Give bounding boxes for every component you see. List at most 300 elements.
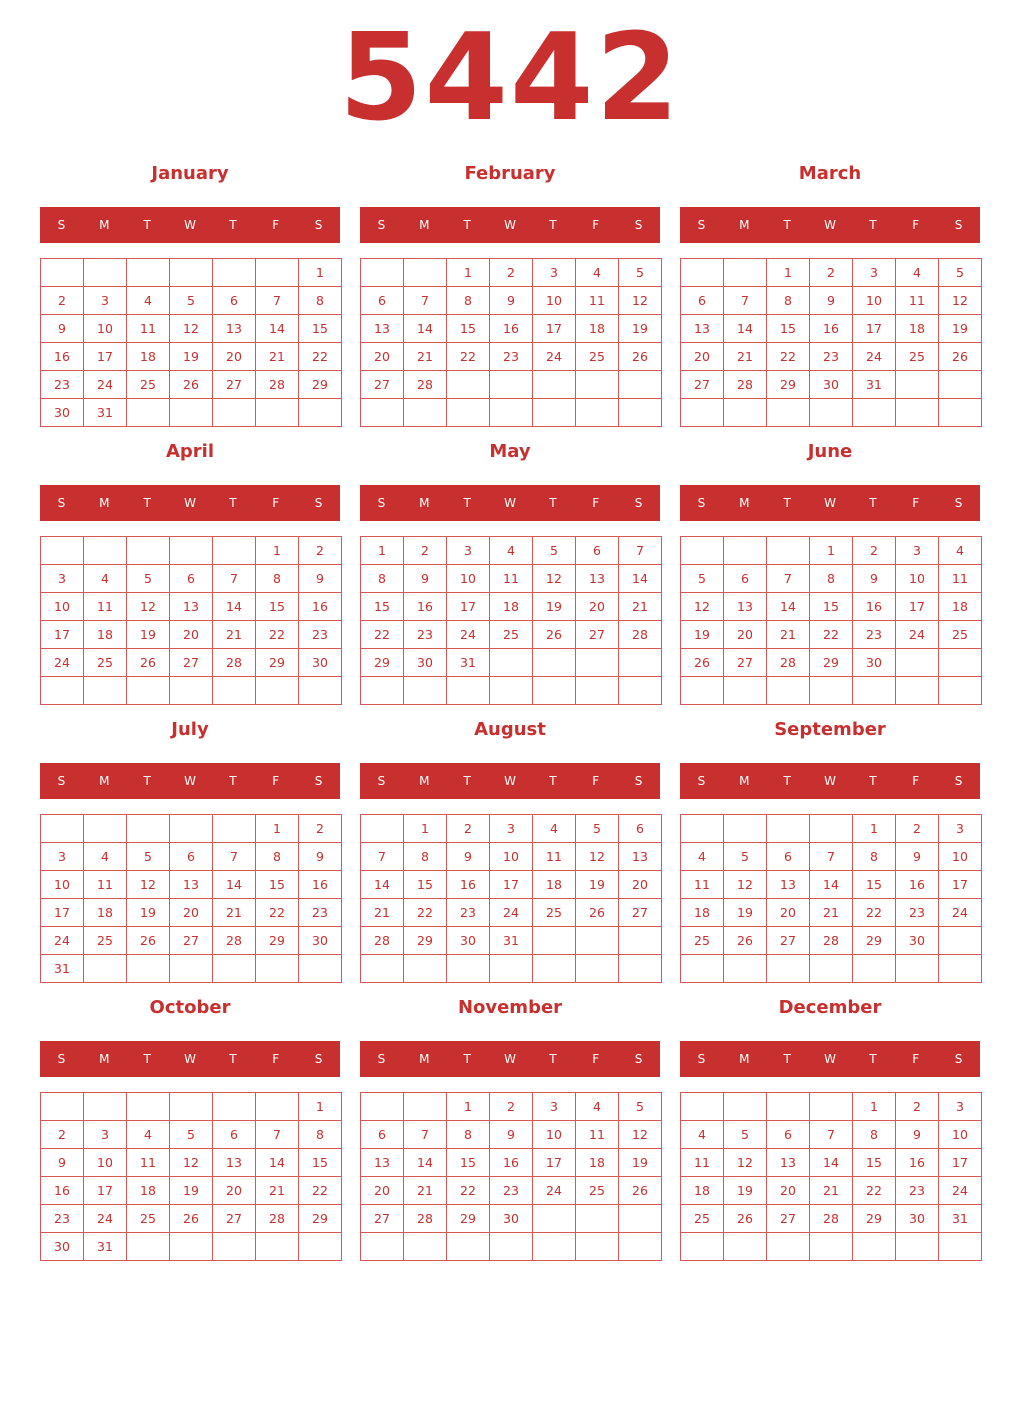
empty-cell	[767, 1233, 810, 1261]
week-row	[681, 371, 982, 399]
empty-cell	[853, 955, 896, 983]
empty-cell	[896, 649, 939, 677]
day-cell: 31	[84, 1233, 127, 1261]
day-cell: 3	[939, 1093, 982, 1121]
day-cell: 11	[681, 871, 724, 899]
day-cell: 6	[361, 1121, 404, 1149]
day-cell: 30	[896, 927, 939, 955]
empty-cell	[767, 677, 810, 705]
weekday-header	[40, 485, 340, 521]
empty-cell	[256, 259, 299, 287]
empty-cell	[681, 1233, 724, 1261]
day-cell: 23	[896, 899, 939, 927]
empty-cell	[681, 815, 724, 843]
month-block-april	[40, 436, 340, 670]
day-cell: 16	[896, 1149, 939, 1177]
day-cell: 7	[810, 843, 853, 871]
empty-cell	[724, 1093, 767, 1121]
day-cell: 14	[767, 593, 810, 621]
day-cell: 11	[576, 287, 619, 315]
day-cell: 11	[533, 843, 576, 871]
week-row	[681, 287, 982, 315]
week-row	[361, 621, 662, 649]
week-row	[681, 955, 982, 983]
day-cell: 30	[853, 649, 896, 677]
day-cell: 27	[619, 899, 662, 927]
day-cell: 11	[84, 871, 127, 899]
weekday-header	[40, 763, 340, 799]
empty-cell	[84, 259, 127, 287]
day-cell: 18	[576, 315, 619, 343]
weekday-label: T	[143, 774, 151, 788]
day-cell: 12	[170, 315, 213, 343]
empty-cell	[533, 1233, 576, 1261]
week-row	[41, 287, 342, 315]
day-cell: 10	[533, 1121, 576, 1149]
weekday-label: T	[549, 496, 557, 510]
week-row	[41, 677, 342, 705]
weekday-label: M	[739, 496, 750, 510]
day-cell: 26	[939, 343, 982, 371]
weekday-label: F	[912, 774, 920, 788]
week-row	[41, 871, 342, 899]
empty-cell	[256, 955, 299, 983]
weekday-label: F	[592, 496, 600, 510]
day-cell: 3	[447, 537, 490, 565]
day-cell: 24	[533, 1177, 576, 1205]
weekday-label: S	[954, 774, 963, 788]
day-cell: 25	[939, 621, 982, 649]
day-cell: 27	[724, 649, 767, 677]
day-cell: 10	[939, 843, 982, 871]
day-cell: 5	[127, 843, 170, 871]
day-cell: 16	[299, 593, 342, 621]
week-row	[681, 677, 982, 705]
weekday-label: T	[229, 774, 237, 788]
day-cell: 11	[127, 315, 170, 343]
day-cell: 9	[896, 843, 939, 871]
day-cell: 17	[939, 871, 982, 899]
week-row	[41, 565, 342, 593]
day-cell: 20	[170, 899, 213, 927]
empty-cell	[576, 399, 619, 427]
empty-cell	[576, 649, 619, 677]
day-cell: 26	[127, 649, 170, 677]
day-grid	[40, 814, 342, 983]
day-cell: 31	[490, 927, 533, 955]
day-cell: 18	[84, 621, 127, 649]
day-cell: 18	[490, 593, 533, 621]
empty-cell	[576, 371, 619, 399]
day-cell: 17	[41, 621, 84, 649]
day-cell: 14	[619, 565, 662, 593]
empty-cell	[619, 371, 662, 399]
day-cell: 2	[404, 537, 447, 565]
empty-cell	[170, 1233, 213, 1261]
weekday-label: S	[697, 1052, 706, 1066]
day-cell: 18	[84, 899, 127, 927]
day-cell: 30	[404, 649, 447, 677]
empty-cell	[681, 399, 724, 427]
month-block-september	[680, 714, 980, 948]
empty-cell	[213, 677, 256, 705]
day-cell: 22	[299, 1177, 342, 1205]
day-cell: 4	[127, 287, 170, 315]
empty-cell	[939, 677, 982, 705]
empty-cell	[361, 677, 404, 705]
weekday-label: T	[783, 1052, 791, 1066]
empty-cell	[127, 677, 170, 705]
day-cell: 13	[213, 315, 256, 343]
day-cell: 9	[41, 315, 84, 343]
empty-cell	[84, 815, 127, 843]
day-cell: 23	[896, 1177, 939, 1205]
day-cell: 8	[404, 843, 447, 871]
day-cell: 5	[619, 1093, 662, 1121]
day-cell: 2	[896, 815, 939, 843]
day-cell: 10	[447, 565, 490, 593]
day-cell: 12	[127, 593, 170, 621]
day-cell: 29	[256, 649, 299, 677]
weekday-label: M	[419, 1052, 430, 1066]
weekday-label: W	[184, 1052, 196, 1066]
day-cell: 6	[361, 287, 404, 315]
month-block-november	[360, 992, 660, 1226]
weekday-label: T	[229, 1052, 237, 1066]
day-cell: 8	[256, 565, 299, 593]
week-row	[361, 399, 662, 427]
week-row	[41, 955, 342, 983]
day-cell: 3	[41, 565, 84, 593]
weekday-header	[360, 763, 660, 799]
empty-cell	[213, 1233, 256, 1261]
day-cell: 8	[810, 565, 853, 593]
day-cell: 21	[767, 621, 810, 649]
day-cell: 20	[576, 593, 619, 621]
day-cell: 13	[724, 593, 767, 621]
week-row	[361, 1093, 662, 1121]
weekday-label: F	[592, 1052, 600, 1066]
weekday-label: T	[143, 496, 151, 510]
empty-cell	[41, 677, 84, 705]
empty-cell	[404, 1233, 447, 1261]
day-cell: 25	[533, 899, 576, 927]
day-cell: 1	[810, 537, 853, 565]
day-cell: 7	[256, 287, 299, 315]
day-cell: 7	[619, 537, 662, 565]
day-cell: 27	[576, 621, 619, 649]
day-cell: 17	[84, 343, 127, 371]
day-cell: 28	[810, 1205, 853, 1233]
day-cell: 25	[681, 927, 724, 955]
empty-cell	[127, 815, 170, 843]
empty-cell	[490, 371, 533, 399]
week-row	[681, 343, 982, 371]
empty-cell	[170, 815, 213, 843]
day-cell: 12	[576, 843, 619, 871]
day-cell: 28	[361, 927, 404, 955]
day-cell: 27	[767, 1205, 810, 1233]
empty-cell	[127, 537, 170, 565]
day-cell: 16	[810, 315, 853, 343]
day-cell: 29	[404, 927, 447, 955]
day-grid	[680, 536, 982, 705]
empty-cell	[490, 955, 533, 983]
day-cell: 14	[724, 315, 767, 343]
day-cell: 24	[896, 621, 939, 649]
day-cell: 18	[127, 343, 170, 371]
month-name: August	[474, 719, 546, 740]
weekday-label: F	[272, 774, 280, 788]
weekday-label: W	[184, 496, 196, 510]
day-cell: 27	[170, 649, 213, 677]
week-row	[41, 1149, 342, 1177]
empty-cell	[810, 955, 853, 983]
week-row	[41, 1093, 342, 1121]
day-cell: 9	[447, 843, 490, 871]
empty-cell	[127, 1233, 170, 1261]
empty-cell	[619, 927, 662, 955]
weekday-label: F	[272, 496, 280, 510]
empty-cell	[361, 955, 404, 983]
day-cell: 13	[361, 315, 404, 343]
weekday-label: M	[419, 774, 430, 788]
day-cell: 3	[533, 259, 576, 287]
empty-cell	[724, 955, 767, 983]
weekday-header	[680, 1041, 980, 1077]
week-row	[681, 1177, 982, 1205]
day-cell: 4	[576, 259, 619, 287]
empty-cell	[724, 399, 767, 427]
weekday-label: M	[99, 496, 110, 510]
day-cell: 25	[576, 343, 619, 371]
day-cell: 19	[724, 899, 767, 927]
day-cell: 14	[213, 593, 256, 621]
day-cell: 7	[256, 1121, 299, 1149]
empty-cell	[724, 677, 767, 705]
day-cell: 25	[127, 371, 170, 399]
weekday-label: W	[504, 218, 516, 232]
day-cell: 19	[939, 315, 982, 343]
week-row	[681, 1121, 982, 1149]
weekday-label: F	[272, 218, 280, 232]
day-cell: 18	[127, 1177, 170, 1205]
weekday-label: T	[463, 496, 471, 510]
day-cell: 15	[361, 593, 404, 621]
day-cell: 21	[724, 343, 767, 371]
month-name: May	[489, 441, 531, 462]
empty-cell	[41, 1093, 84, 1121]
weekday-label: S	[57, 1052, 66, 1066]
day-cell: 5	[681, 565, 724, 593]
day-cell: 17	[896, 593, 939, 621]
day-cell: 14	[213, 871, 256, 899]
empty-cell	[681, 677, 724, 705]
day-cell: 4	[939, 537, 982, 565]
day-cell: 6	[767, 1121, 810, 1149]
weekday-label: S	[377, 218, 386, 232]
empty-cell	[533, 649, 576, 677]
day-cell: 18	[681, 899, 724, 927]
weekday-label: T	[549, 218, 557, 232]
day-cell: 13	[170, 871, 213, 899]
day-cell: 30	[299, 927, 342, 955]
day-cell: 19	[533, 593, 576, 621]
day-cell: 5	[127, 565, 170, 593]
weekday-label: T	[783, 774, 791, 788]
day-cell: 21	[810, 1177, 853, 1205]
day-cell: 11	[490, 565, 533, 593]
weekday-header	[40, 207, 340, 243]
week-row	[361, 1177, 662, 1205]
day-cell: 5	[939, 259, 982, 287]
month-block-july	[40, 714, 340, 976]
day-cell: 29	[299, 371, 342, 399]
empty-cell	[939, 649, 982, 677]
day-cell: 7	[810, 1121, 853, 1149]
empty-cell	[213, 815, 256, 843]
day-cell: 15	[299, 315, 342, 343]
day-cell: 20	[619, 871, 662, 899]
week-row	[361, 315, 662, 343]
day-cell: 20	[170, 621, 213, 649]
weekday-label: S	[314, 774, 323, 788]
day-cell: 9	[853, 565, 896, 593]
empty-cell	[256, 677, 299, 705]
empty-cell	[490, 677, 533, 705]
day-cell: 26	[724, 927, 767, 955]
empty-cell	[361, 259, 404, 287]
day-cell: 9	[299, 843, 342, 871]
day-cell: 1	[767, 259, 810, 287]
empty-cell	[256, 399, 299, 427]
empty-cell	[404, 1093, 447, 1121]
day-cell: 19	[619, 1149, 662, 1177]
empty-cell	[299, 399, 342, 427]
day-cell: 21	[256, 1177, 299, 1205]
week-row	[681, 871, 982, 899]
weekday-label: T	[143, 1052, 151, 1066]
day-grid	[40, 1092, 342, 1261]
day-cell: 13	[681, 315, 724, 343]
day-cell: 9	[490, 1121, 533, 1149]
week-row	[361, 287, 662, 315]
day-cell: 22	[853, 1177, 896, 1205]
day-cell: 7	[213, 843, 256, 871]
empty-cell	[490, 399, 533, 427]
day-cell: 27	[767, 927, 810, 955]
day-cell: 10	[533, 287, 576, 315]
week-row	[681, 565, 982, 593]
month-block-february	[360, 158, 660, 392]
empty-cell	[84, 955, 127, 983]
day-cell: 3	[84, 287, 127, 315]
week-row	[361, 1205, 662, 1233]
day-cell: 12	[533, 565, 576, 593]
month-block-june	[680, 436, 980, 670]
day-cell: 4	[576, 1093, 619, 1121]
day-cell: 15	[256, 871, 299, 899]
week-row	[41, 371, 342, 399]
empty-cell	[170, 259, 213, 287]
day-cell: 17	[84, 1177, 127, 1205]
month-name: March	[798, 163, 862, 184]
day-cell: 1	[361, 537, 404, 565]
weekday-label: T	[229, 218, 237, 232]
day-cell: 15	[853, 871, 896, 899]
day-cell: 4	[84, 565, 127, 593]
weekday-label: W	[504, 1052, 516, 1066]
day-cell: 27	[213, 1205, 256, 1233]
week-row	[361, 677, 662, 705]
empty-cell	[896, 677, 939, 705]
day-cell: 30	[41, 399, 84, 427]
weekday-label: S	[314, 1052, 323, 1066]
day-cell: 7	[404, 287, 447, 315]
day-cell: 8	[299, 1121, 342, 1149]
day-cell: 14	[361, 871, 404, 899]
empty-cell	[939, 955, 982, 983]
day-cell: 22	[810, 621, 853, 649]
weekday-label: W	[504, 774, 516, 788]
empty-cell	[533, 399, 576, 427]
day-cell: 2	[896, 1093, 939, 1121]
day-cell: 31	[939, 1205, 982, 1233]
day-cell: 28	[404, 1205, 447, 1233]
day-cell: 16	[853, 593, 896, 621]
week-row	[681, 1205, 982, 1233]
day-cell: 16	[896, 871, 939, 899]
day-cell: 4	[490, 537, 533, 565]
week-row	[41, 259, 342, 287]
day-cell: 12	[724, 1149, 767, 1177]
day-cell: 9	[299, 565, 342, 593]
day-cell: 6	[213, 287, 256, 315]
day-cell: 1	[404, 815, 447, 843]
week-row	[41, 927, 342, 955]
day-cell: 1	[853, 815, 896, 843]
empty-cell	[170, 399, 213, 427]
day-cell: 23	[447, 899, 490, 927]
day-cell: 21	[619, 593, 662, 621]
day-cell: 31	[447, 649, 490, 677]
weekday-label: M	[99, 1052, 110, 1066]
empty-cell	[256, 1093, 299, 1121]
day-cell: 4	[127, 1121, 170, 1149]
empty-cell	[490, 1233, 533, 1261]
empty-cell	[724, 1233, 767, 1261]
empty-cell	[853, 677, 896, 705]
day-cell: 24	[41, 649, 84, 677]
empty-cell	[299, 955, 342, 983]
weekday-label: T	[549, 774, 557, 788]
week-row	[361, 593, 662, 621]
empty-cell	[404, 399, 447, 427]
empty-cell	[939, 399, 982, 427]
day-cell: 15	[256, 593, 299, 621]
weekday-label: M	[739, 774, 750, 788]
empty-cell	[533, 677, 576, 705]
day-cell: 14	[404, 315, 447, 343]
weekday-label: S	[57, 496, 66, 510]
day-cell: 7	[724, 287, 767, 315]
day-grid	[360, 814, 662, 983]
weekday-label: S	[314, 496, 323, 510]
day-cell: 22	[361, 621, 404, 649]
day-cell: 21	[213, 899, 256, 927]
day-cell: 19	[170, 343, 213, 371]
day-cell: 16	[490, 315, 533, 343]
